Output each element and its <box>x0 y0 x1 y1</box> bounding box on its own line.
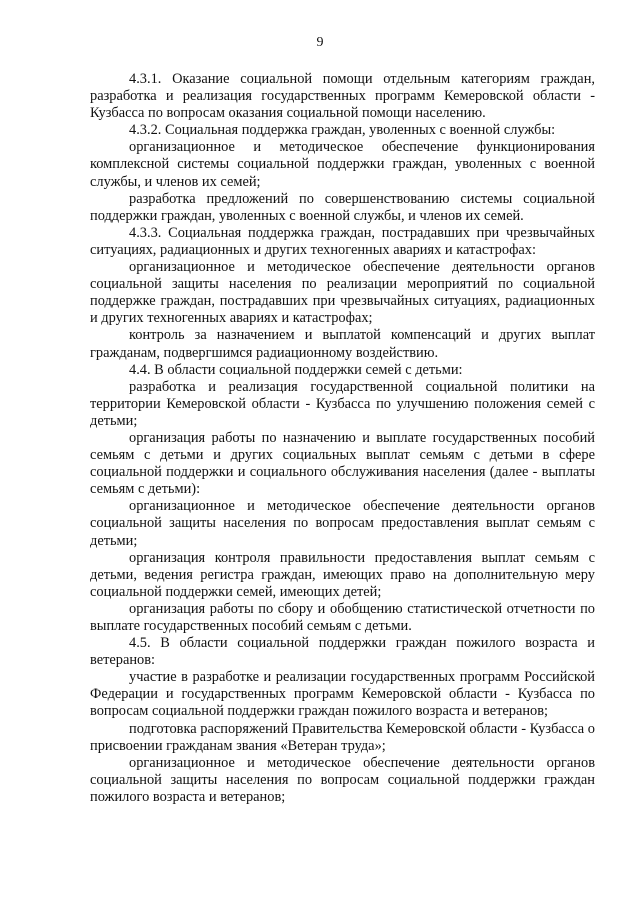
paragraph: организационное и методическое обеспечение деятельности органов социальной защиты населения по вопросам социальной поддержки граждан пожилого возраста и ветеранов; <box>90 754 595 805</box>
paragraph-4-5: 4.5. В области социальной поддержки граждан пожилого возраста и ветеранов: <box>90 635 595 669</box>
page-number: 9 <box>316 35 324 50</box>
paragraph-4-4: 4.4. В области социальной поддержки семей с детьми: <box>129 361 463 378</box>
paragraph-4-3-1: 4.3.1. Оказание социальной помощи отдельным категориям граждан, разработка и реализация государственных программ Кемеровской области - Кузбасса по вопросам оказания социальной помощи населению. <box>90 71 595 122</box>
paragraph: разработка предложений по совершенствованию системы социальной поддержки граждан, уволенных с военной службы, и членов их семей. <box>90 190 595 224</box>
paragraph-4-3-3: 4.3.3. Социальная поддержка граждан, пострадавших при чрезвычайных ситуациях, радиационных и других техногенных авариях и катастрофах: <box>90 224 595 258</box>
paragraph: организация работы по назначению и выплате государственных пособий семьям с детьми и других социальных выплат семьям с детьми в сфере социальной поддержки и социального обслуживания населения (далее - выплаты семьям с детьми): <box>90 429 595 498</box>
paragraph: организационное и методическое обеспечение функционирования комплексной системы социальной поддержки граждан, уволенных с военной службы, и членов их семей; <box>90 139 595 190</box>
paragraph: разработка и реализация государственной социальной политики на территории Кемеровской области - Кузбасса по улучшению положения семей с детьми; <box>90 378 595 429</box>
paragraph: организационное и методическое обеспечение деятельности органов социальной защиты населения по вопросам предоставления выплат семьям с детьми; <box>90 498 595 549</box>
paragraph: организационное и методическое обеспечение деятельности органов социальной защиты населения по реализации мероприятий по социальной поддержке граждан, пострадавших при чрезвычайных ситуациях, радиационных и других техногенных авариях и катастрофах; <box>90 259 595 327</box>
paragraph: подготовка распоряжений Правительства Кемеровской области - Кузбасса о присвоении гражданам звания «Ветеран труда»; <box>90 720 595 754</box>
document-body <box>90 71 595 806</box>
paragraph-4-3-2: 4.3.2. Социальная поддержка граждан, уволенных с военной службы: <box>129 122 556 139</box>
paragraph: организация работы по сбору и обобщению статистической отчетности по выплате государственных пособий семьям с детьми. <box>90 600 595 634</box>
paragraph: контроль за назначением и выплатой компенсаций и других выплат гражданам, подвергшимся радиационному воздействию. <box>90 327 595 361</box>
paragraph: участие в разработке и реализации государственных программ Российской Федерации и государственных программ Кемеровской области - Кузбасса по вопросам социальной поддержки граждан пожилого возраста и ветеранов; <box>90 669 595 720</box>
paragraph: организация контроля правильности предоставления выплат семьям с детьми, ведения регистра граждан, имеющих право на дополнительную меру социальной поддержки семей, имеющих детей; <box>90 549 595 600</box>
